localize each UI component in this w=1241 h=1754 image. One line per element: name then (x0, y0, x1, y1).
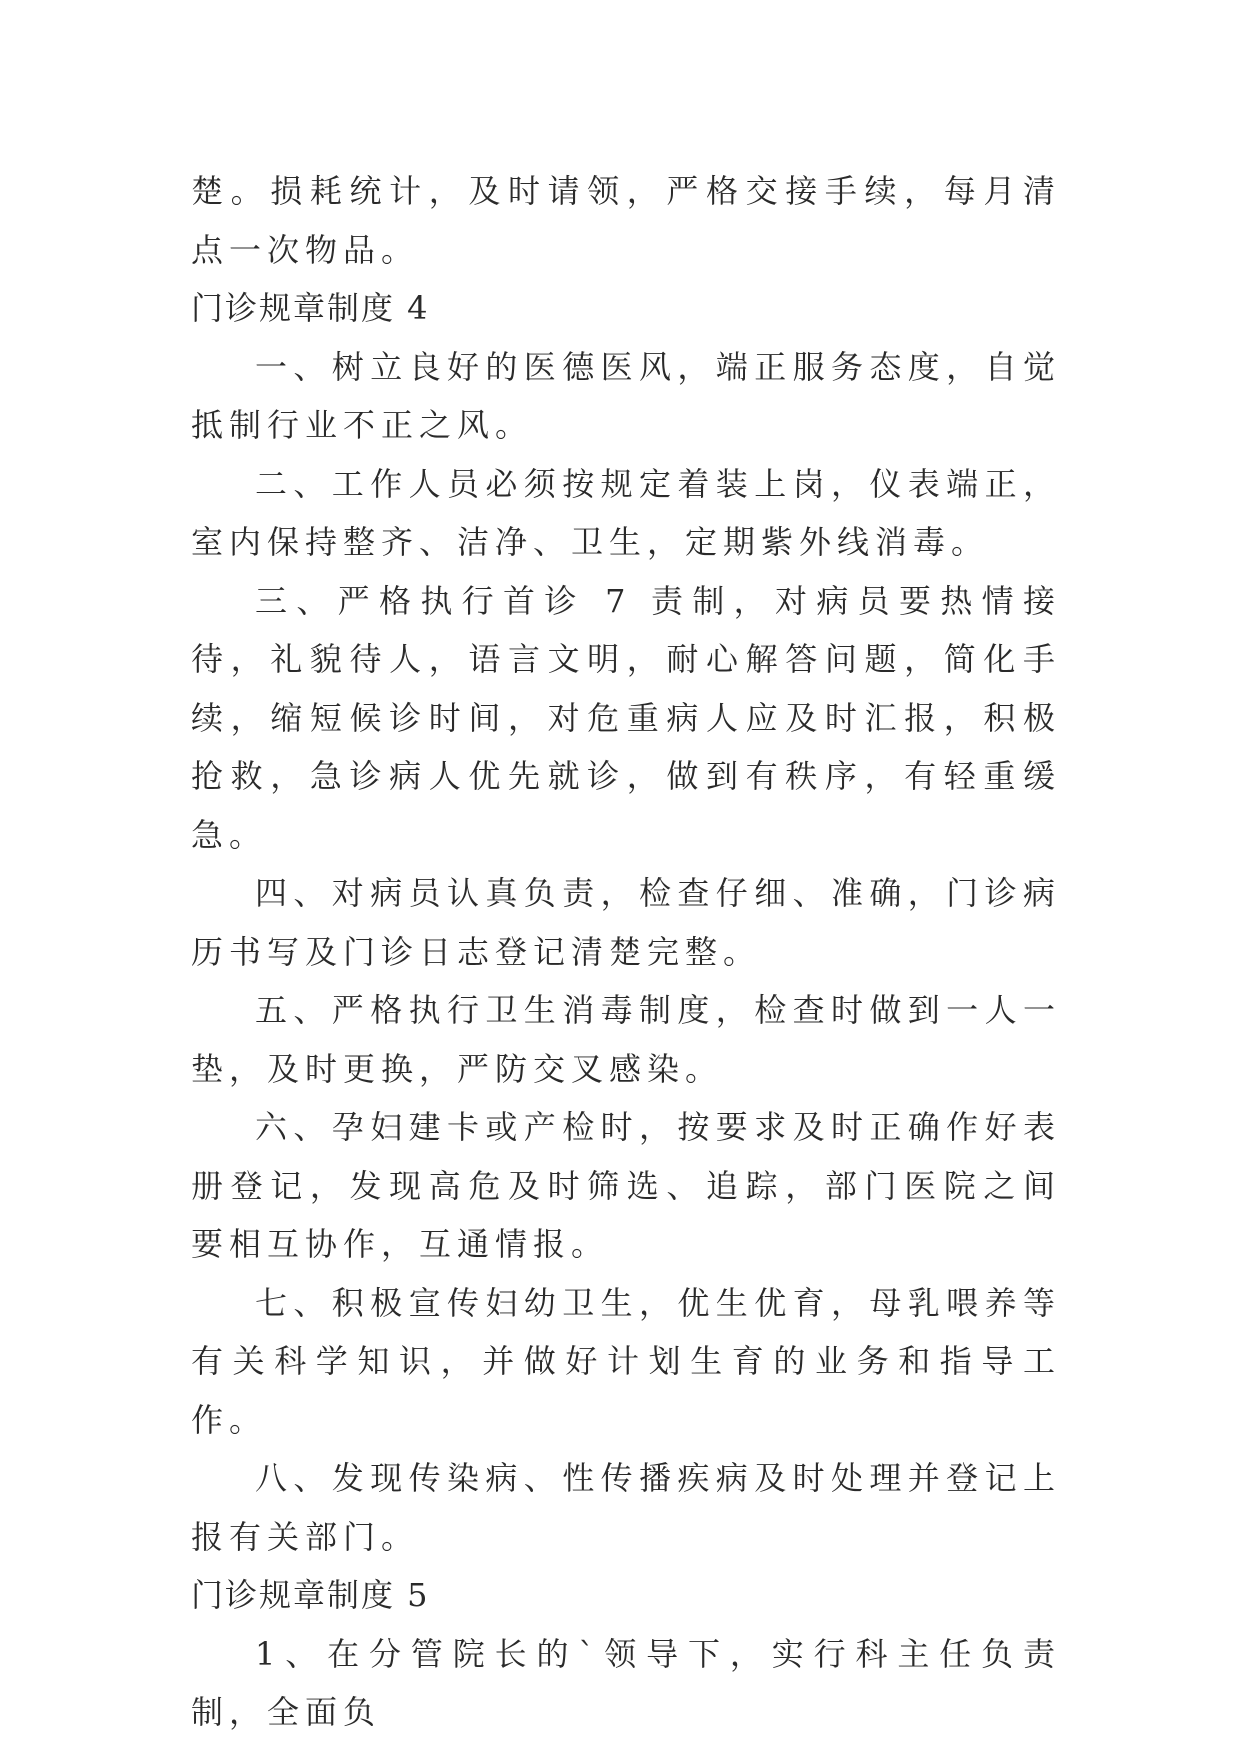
paragraph-item-5: 五、严格执行卫生消毒制度，检查时做到一人一垫，及时更换，严防交叉感染。 (191, 991, 1061, 1088)
paragraph-continuation: 楚。损耗统计，及时请领，严格交接手续，每月清点一次物品。 (191, 172, 1061, 269)
paragraph-item-4: 四、对病员认真负责，检查仔细、准确，门诊病历书写及门诊日志登记清楚完整。 (191, 874, 1061, 971)
paragraph-item-7: 七、积极宣传妇幼卫生，优生优育，母乳喂养等有关科学知识，并做好计划生育的业务和指导工作。 (191, 1283, 1061, 1439)
section-heading-5: 门诊规章制度 5 (191, 1576, 430, 1614)
paragraph-item-2: 二、工作人员必须按规定着装上岗，仪表端正，室内保持整齐、洁净、卫生，定期紫外线消毒。 (191, 464, 1061, 561)
paragraph-item-5-1: 1、在分管院长的`领导下，实行科主任负责制，全面负 (191, 1634, 1061, 1731)
document-page (191, 162, 1061, 1742)
paragraph-item-1: 一、树立良好的医德医风，端正服务态度，自觉抵制行业不正之风。 (191, 347, 1061, 444)
section-heading-4: 门诊规章制度 4 (191, 289, 430, 327)
paragraph-item-6: 六、孕妇建卡或产检时，按要求及时正确作好表册登记，发现高危及时筛选、追踪，部门医院之间要相互协作，互通情报。 (191, 1108, 1061, 1263)
paragraph-item-8: 八、发现传染病、性传播疾病及时处理并登记上报有关部门。 (191, 1459, 1061, 1556)
paragraph-item-3: 三、严格执行首诊 7 责制，对病员要热情接待，礼貌待人，语言文明，耐心解答问题，简化手续，缩短候诊时间，对危重病人应及时汇报，积极抢救，急诊病人优先就诊，做到有秩序，有轻重缓急。 (191, 581, 1061, 854)
